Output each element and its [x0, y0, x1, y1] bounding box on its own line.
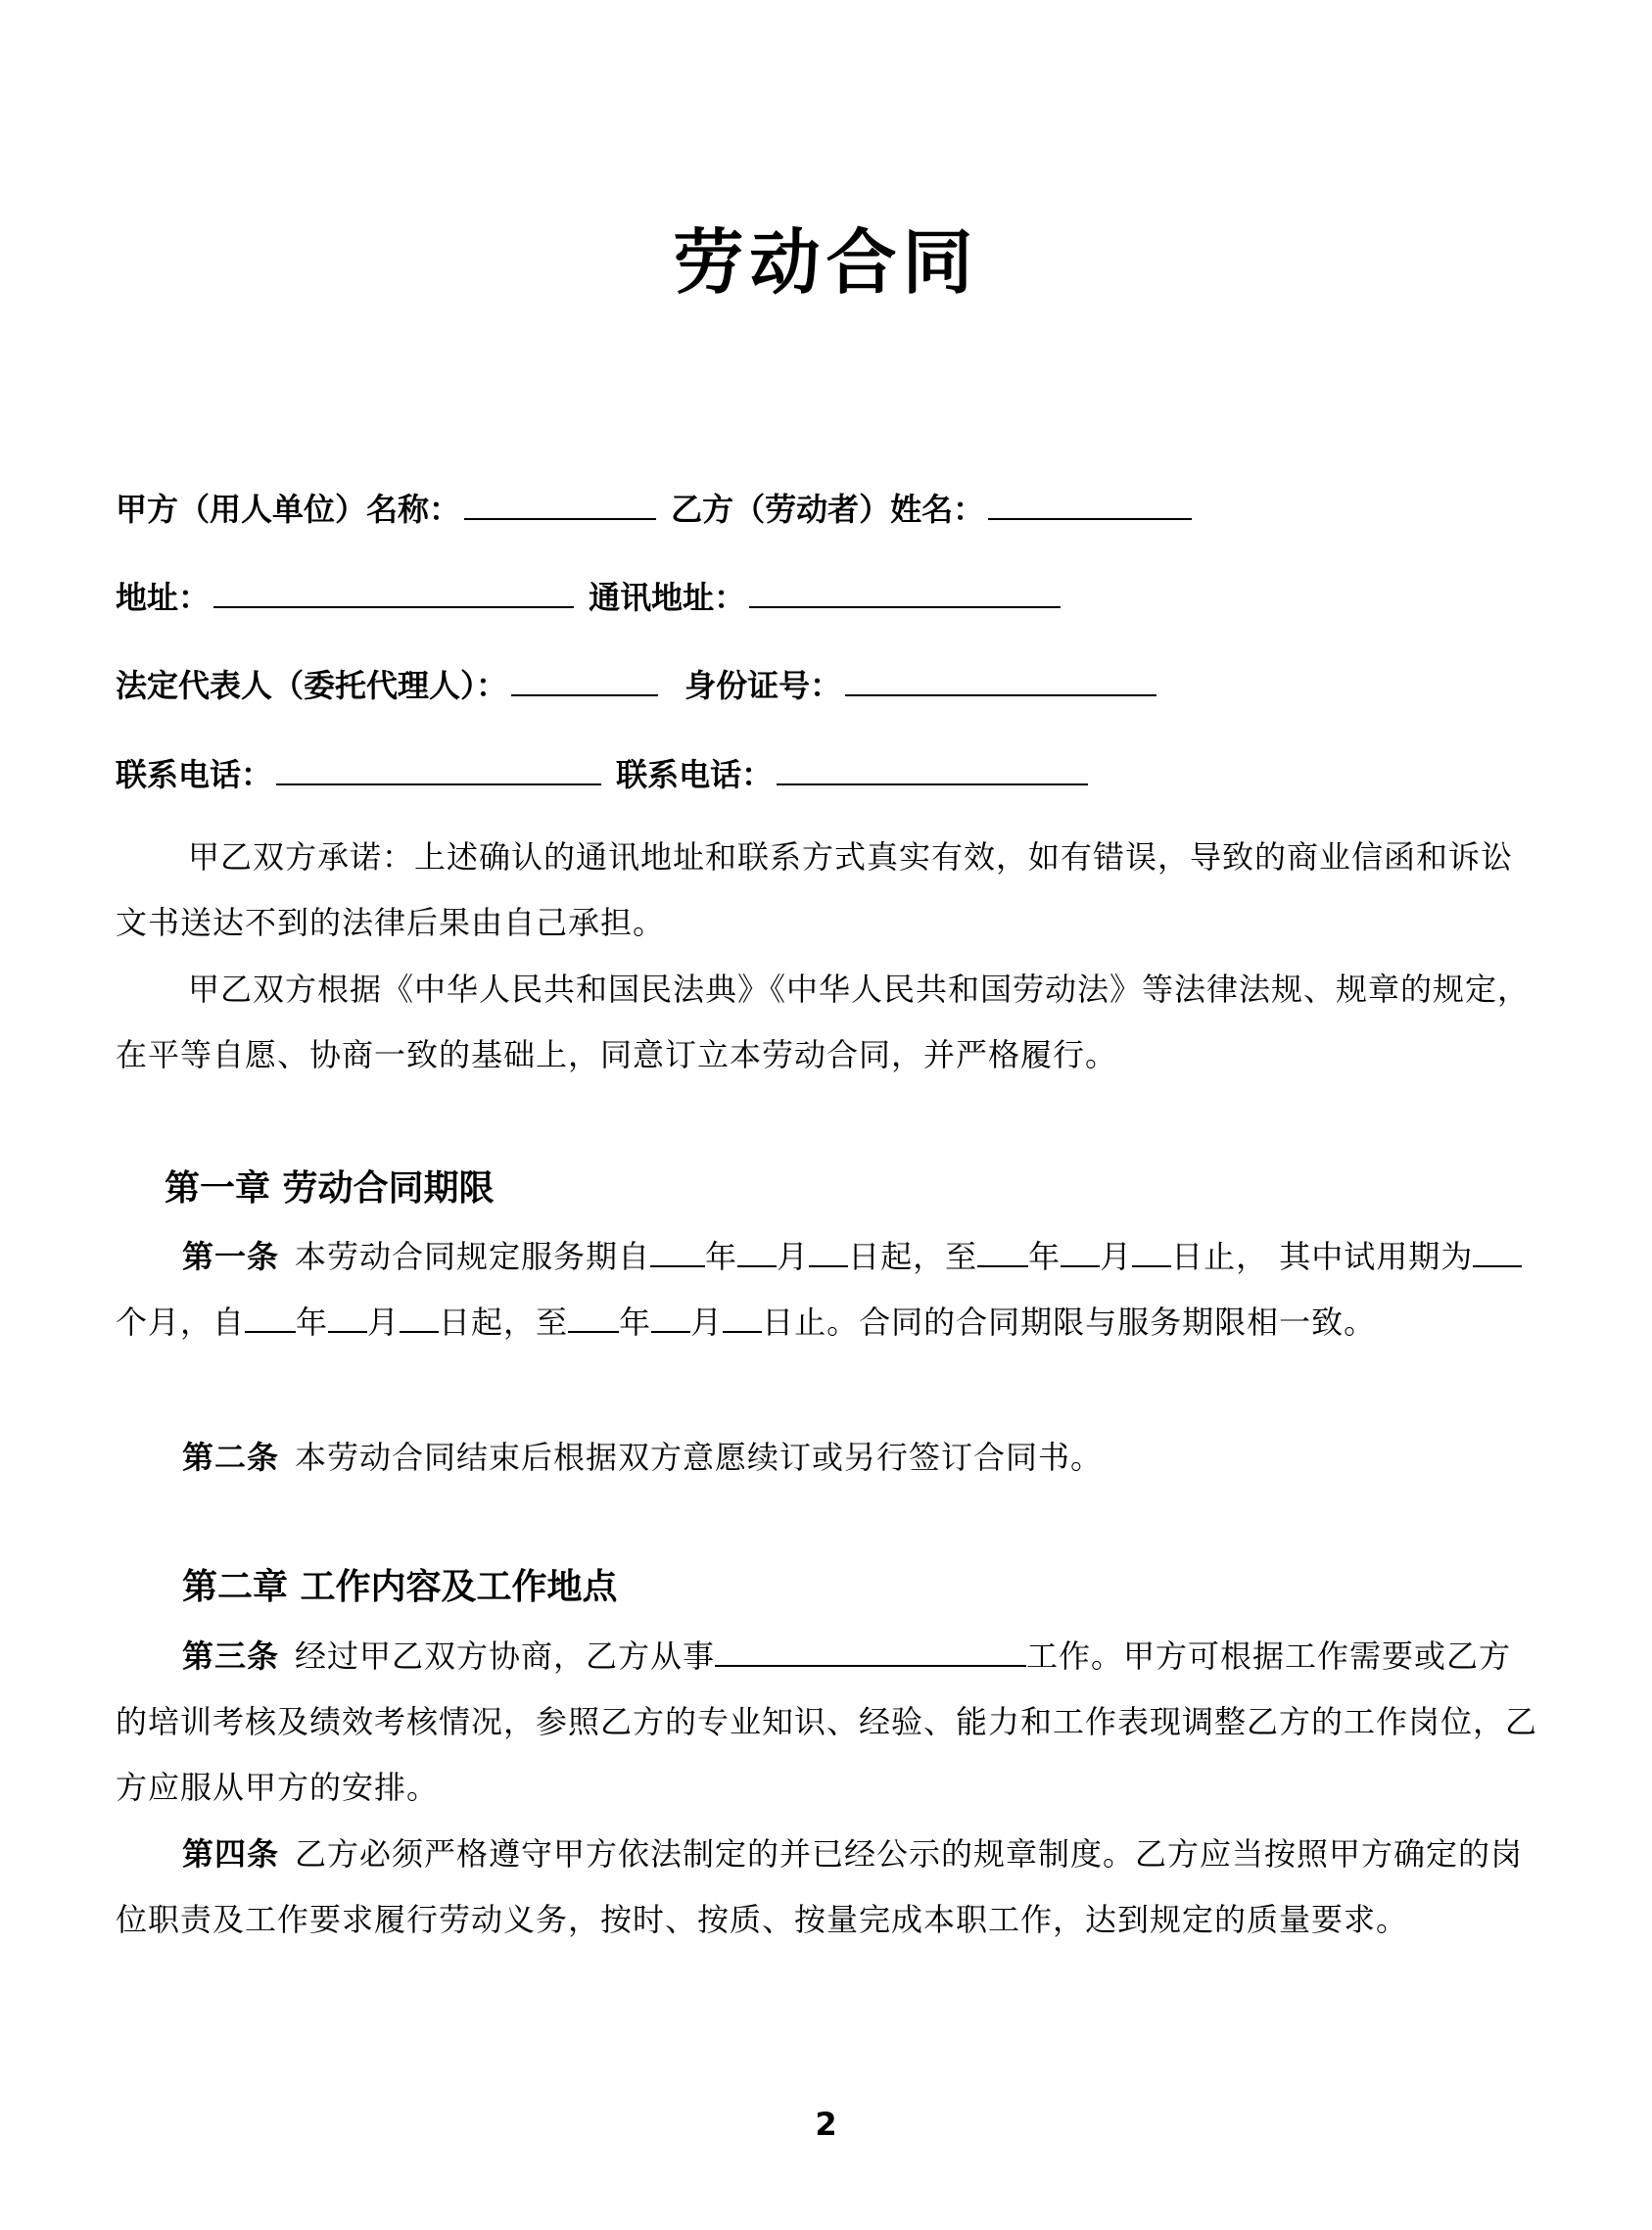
article-3-label: 第三条	[182, 1637, 280, 1675]
employer-name-label: 甲方（用人单位）名称：	[116, 491, 461, 528]
date-blank[interactable]	[1132, 1264, 1171, 1267]
date-blank[interactable]	[568, 1330, 619, 1333]
date-blank[interactable]	[1061, 1264, 1100, 1267]
employer-phone-label: 联系电话：	[116, 756, 273, 793]
article-2-text: 本劳动合同结束后根据双方意愿续订或另行签订合同书。	[295, 1439, 1104, 1476]
article-1-text: 本劳动合同规定服务期自	[295, 1238, 651, 1275]
date-blank[interactable]	[977, 1264, 1028, 1267]
date-blank[interactable]	[245, 1330, 296, 1333]
article-1-text: 月	[367, 1304, 401, 1341]
article-1-text: 日止。合同的合同期限与服务期限相一致。	[762, 1304, 1377, 1341]
mailing-address-label: 通讯地址：	[589, 579, 746, 616]
id-number-blank[interactable]	[845, 693, 1156, 696]
document-title: 劳动合同	[673, 221, 979, 304]
address-blank[interactable]	[213, 605, 574, 608]
article-4-text: 乙方必须严格遵守甲方依法制定的并已经公示的规章制度。乙方应当按照甲方确定的岗位职责及工作要求履行劳动义务，按时、按质、按量完成本职工作，达到规定的质量要求。	[116, 1835, 1524, 1938]
date-blank[interactable]	[651, 1330, 690, 1333]
date-blank[interactable]	[328, 1330, 367, 1333]
employee-name-blank[interactable]	[988, 517, 1192, 520]
party-line-2	[116, 573, 1064, 618]
article-2-label: 第二条	[182, 1439, 280, 1476]
article-1-text: 月	[690, 1304, 724, 1341]
article-3-text: 工作。甲方可根据工作需要或乙方的培训考核及绩效考核情况，参照乙方的专业知识、经验、能力和工作表现调整乙方的工作岗位，乙方应服从甲方的安排。	[116, 1637, 1538, 1806]
article-1-label: 第一条	[182, 1238, 280, 1275]
article-1-text: 月	[777, 1238, 810, 1275]
party-line-1	[116, 485, 1196, 530]
page-number: 2	[815, 2106, 837, 2143]
article-1-text: 个月，自	[116, 1304, 246, 1341]
legal-rep-blank[interactable]	[511, 693, 658, 696]
article-2	[116, 1425, 1540, 1491]
id-number-label: 身份证号：	[684, 667, 842, 704]
article-1-text: 年	[1028, 1238, 1062, 1275]
mailing-address-blank[interactable]	[749, 605, 1061, 608]
article-3	[116, 1624, 1540, 1821]
article-1	[116, 1224, 1540, 1355]
party-line-4	[116, 750, 1092, 795]
article-3-text: 经过甲乙双方协商，乙方从事	[295, 1637, 716, 1675]
preamble-paragraph-1: 甲乙双方承诺：上述确认的通讯地址和联系方式真实有效，如有错误，导致的商业信函和诉讼文书送达不到的法律后果由自己承担。	[116, 838, 1514, 941]
employer-name-blank[interactable]	[464, 517, 656, 520]
article-1-text: 年	[705, 1238, 738, 1275]
party-line-3	[116, 661, 1160, 706]
article-1-text: 日止， 其中试用期为	[1171, 1238, 1474, 1275]
date-blank[interactable]	[400, 1330, 439, 1333]
employer-phone-blank[interactable]	[276, 783, 601, 785]
article-1-text: 日起，至	[439, 1304, 569, 1341]
article-1-text: 年	[619, 1304, 652, 1341]
employee-phone-label: 联系电话：	[616, 756, 774, 793]
address-label: 地址：	[116, 579, 211, 616]
legal-rep-label: 法定代表人（委托代理人）：	[116, 667, 508, 704]
article-1-text: 月	[1100, 1238, 1133, 1275]
employee-phone-blank[interactable]	[777, 783, 1088, 785]
job-position-blank[interactable]	[715, 1664, 1026, 1667]
article-1-text: 日起，至	[848, 1238, 978, 1275]
duration-blank[interactable]	[1473, 1264, 1522, 1267]
chapter-1-heading: 第一章 劳动合同期限	[165, 1168, 495, 1209]
article-4-label: 第四条	[182, 1835, 280, 1873]
chapter-2-heading: 第二章 工作内容及工作地点	[182, 1567, 618, 1607]
date-blank[interactable]	[809, 1264, 848, 1267]
article-4	[116, 1822, 1540, 1953]
employee-name-label: 乙方（劳动者）姓名：	[671, 491, 985, 528]
date-blank[interactable]	[650, 1264, 705, 1267]
date-blank[interactable]	[737, 1264, 777, 1267]
article-1-text: 年	[296, 1304, 329, 1341]
preamble-paragraph-2: 甲乙双方根据《中华人民共和国民法典》《中华人民共和国劳动法》等法律法规、规章的规定，在平等自愿、协商一致的基础上，同意订立本劳动合同，并严格履行。	[116, 971, 1531, 1073]
date-blank[interactable]	[723, 1330, 762, 1333]
